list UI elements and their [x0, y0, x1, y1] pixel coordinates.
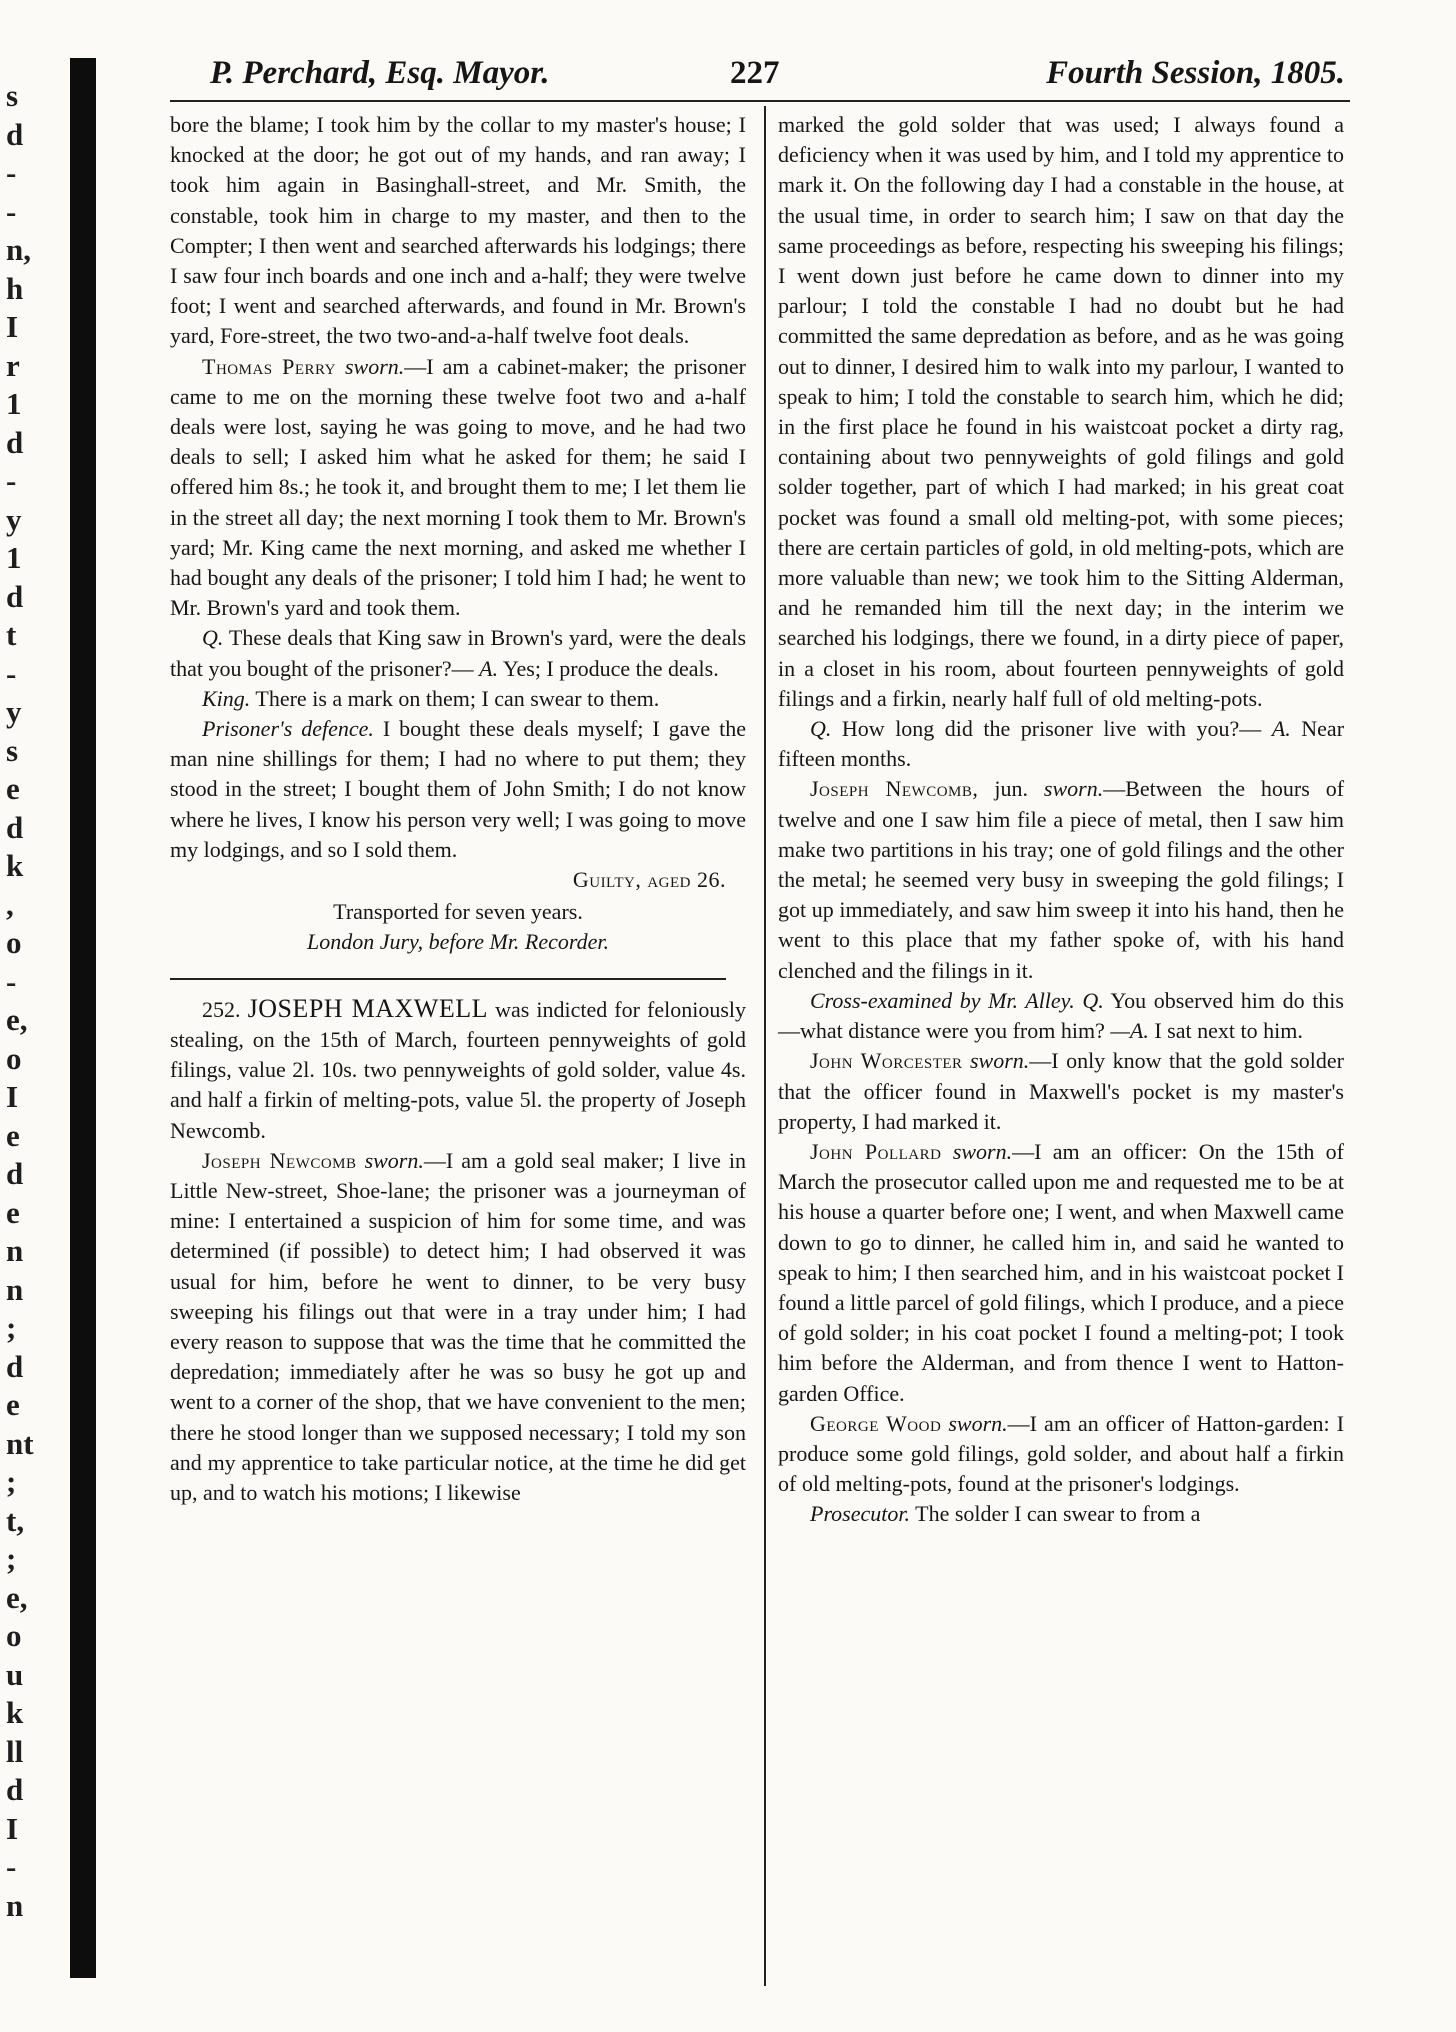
margin-letter: -: [6, 1849, 17, 1884]
margin-letter: -: [6, 963, 17, 999]
margin-letter: e: [6, 1194, 20, 1230]
left-column: [170, 110, 746, 1508]
answer-mark: A.: [479, 655, 499, 681]
answer-mark: —A.: [1110, 1018, 1149, 1044]
margin-letter: ;: [6, 1310, 17, 1345]
margin-letter: n,: [6, 232, 31, 267]
witness-name: John Worcester: [810, 1048, 963, 1074]
margin-letter: 1: [6, 540, 22, 575]
margin-letter: y: [6, 694, 22, 729]
verdict: Guilty, aged 26.: [572, 867, 726, 893]
defence-label: Prisoner's defence.: [202, 716, 374, 742]
answer-text: Near fifteen months.: [778, 716, 1345, 772]
margin-letter: e,: [6, 1579, 28, 1615]
question-text: These deals that King saw in Brown's yard, were the deals that you bought of the prisoner?—: [170, 625, 747, 681]
margin-letter: I: [6, 309, 19, 344]
sworn-label: sworn.: [952, 1138, 1013, 1164]
sworn-label: sworn.: [344, 353, 405, 379]
margin-letter: t,: [6, 1502, 25, 1538]
margin-letter: d: [6, 809, 24, 845]
margin-letter: y: [6, 501, 22, 537]
prisoner-defence: [170, 714, 746, 865]
margin-letter: -: [6, 655, 17, 691]
testimony-perry: [170, 352, 746, 624]
margin-letter: n: [6, 1271, 24, 1307]
margin-letter: s: [6, 78, 19, 113]
prosecutor-label: Prosecutor.: [810, 1501, 911, 1527]
margin-letter: d: [6, 1772, 24, 1807]
case-number: 252.: [202, 996, 241, 1022]
witness-name: John Pollard: [810, 1138, 942, 1164]
testimony-worcester: [778, 1046, 1344, 1137]
margin-letter: e: [6, 771, 20, 806]
defence-text: I bought these deals myself; I gave the man nine shillings for them; I had no where to put them; they stood in the street; I bought them of John Smith; I do not know where he lives, I know his person very well; I was going to move my lodgings, and so I sold them.: [170, 716, 747, 862]
witness-name: King.: [202, 685, 251, 711]
witness-name: George Wood: [810, 1410, 942, 1436]
question-mark: Q.: [810, 716, 832, 742]
question-answer: [778, 714, 1344, 774]
testimony-continuation: marked the gold solder that was used; I always found a deficiency when it was used by him, and I told my apprentice to mark it. On the following day I had a constable in the house, at the usual time, in order to search him; I saw on that day the same proceedings as before, respecting his sweeping his filings; I went down just before he came down to dinner into my parlour; I told the constable I had no doubt but he had committed the same depredation as before, and as he was going out to dinner, I desired him to walk into my parlour, I wanted to speak to him; I told the constable to search him, which he did; in the first place he found in his waistcoat pocket a dirty rag, containing about two pennyweights of gold filings and gold solder together, part of which I had marked; in his great coat pocket was found a small old melting-pot, with some pieces; there are certain particles of gold, in old melting-pots, which are more valuable than new; we took him to the Sitting Alderman, and he remanded him till the next day; in the interim we searched his lodgings, there we found, in a dirty piece of paper, in a closet in his room, about fourteen pennyweights of gold filings and a firkin, nearly half full of old melting-pots.: [778, 112, 1344, 711]
testimony-text: —Between the hours of twelve and one I saw him file a piece of metal, then I saw him make two partitions in his tray; one of gold filings and the other the metal; he seemed very busy in sweeping the gold filings; I got up immediately, and saw him sweep it into his hand, then he went to this place that my father spoke of, with his hand clenched and the filings in it.: [778, 776, 1345, 983]
witness-suffix: jun.: [994, 776, 1028, 802]
book-gutter-shadow: [70, 58, 96, 1978]
margin-letter: d: [6, 116, 24, 152]
adjacent-page-margin: [0, 80, 60, 1960]
testimony-text: —I am a gold seal maker; I live in Little New-street, Shoe-lane; the prisoner was a journeyman of mine: I entertained a suspicion of him for some time, and was determined (if possible) to detect him; I had observed it was usual for him, before he went to dinner, to be very busy sweeping his filings out that were in a tray under him; I had every reason to suppose that was the time that he committed the depredation; immediately after he was so busy he got up and went to a corner of the shop, that we have convenient to the men; there he stood longer than we supposed necessary; I told my son and my apprentice to take particular notice, at the time he did get up, and to watch his motions; I likewise: [170, 1147, 747, 1505]
margin-letter: n: [6, 1887, 24, 1923]
question-mark: Q.: [1082, 987, 1104, 1013]
margin-letter: d: [6, 1156, 24, 1191]
margin-letter: s: [6, 732, 19, 768]
sworn-label: sworn.: [364, 1147, 424, 1173]
testimony-text: There is a mark on them; I can swear to them.: [255, 685, 660, 711]
testimony-text: The solder I can swear to from a: [915, 1501, 1201, 1527]
margin-letter: t: [6, 617, 17, 652]
margin-letter: d: [6, 424, 24, 460]
column-divider: [764, 106, 766, 1986]
question-text: How long did the prisoner live with you?—: [841, 716, 1262, 742]
testimony-newcomb-jun: [778, 774, 1344, 985]
cross-label: Cross-examined by Mr. Alley.: [810, 987, 1075, 1013]
margin-letter: e: [6, 1387, 20, 1422]
testimony-wood: [778, 1409, 1344, 1500]
witness-name: Thomas Perry: [202, 353, 336, 379]
sworn-label: sworn.: [970, 1048, 1030, 1074]
margin-letter: 1: [6, 386, 22, 421]
witness-name: Joseph Newcomb: [202, 1147, 357, 1173]
margin-letter: ,: [6, 886, 14, 922]
case-heading: [170, 994, 746, 1146]
margin-letter: ll: [6, 1733, 24, 1769]
question-text: You observed him do this—what distance were you from him?: [778, 987, 1344, 1044]
page-edge-specks: [1406, 80, 1446, 1880]
margin-letter: ;: [6, 1541, 17, 1576]
cross-examination: [778, 986, 1344, 1046]
answer-text: I sat next to him.: [1154, 1018, 1303, 1044]
right-column: [778, 110, 1344, 1530]
header-mayor: P. Perchard, Esq. Mayor.: [210, 55, 550, 91]
page-number: 227: [730, 55, 780, 91]
testimony-text: —I am an officer of Hatton-garden: I produce some gold filings, gold solder, and about half a firkin of old melting-pots, found at the prisoner's lodgings.: [778, 1410, 1345, 1497]
margin-letter: -: [6, 155, 17, 190]
margin-letter: o: [6, 925, 22, 960]
indictment-text: was indicted for feloniously stealing, on the 15th of March, fourteen pennyweights of gold filings, value 2l. 10s. two pennyweights of gold solder, value 4s. and half a firkin of melting-pots, value 5l. the property of Joseph Newcomb.: [170, 996, 746, 1143]
testimony-continuation: bore the blame; I took him by the collar to my master's house; I knocked at the door; he got out of my hands, and ran away; I took him again in Basinghall-street, and Mr. Smith, the constable, took him in charge to my master, and then to the Compter; I then went and searched afterwards his lodgings; there I saw four inch boards and one inch and a-half; they were twelve foot; I went and searched afterwards, and found in Mr. Brown's yard, Fore-street, the two two-and-a-half twelve foot deals.: [170, 112, 746, 349]
court-line: London Jury, before Mr. Recorder.: [306, 929, 610, 955]
margin-letter: o: [6, 1618, 22, 1653]
testimony-newcomb: [170, 1146, 746, 1508]
testimony-pollard: [778, 1137, 1344, 1409]
margin-letter: e: [6, 1117, 20, 1153]
answer-mark: A.: [1271, 716, 1291, 742]
margin-letter: e,: [6, 1002, 28, 1037]
sworn-label: sworn.: [1043, 776, 1104, 802]
margin-letter: u: [6, 1656, 24, 1692]
margin-letter: k: [6, 1695, 24, 1730]
testimony-text: —I am an officer: On the 15th of March the prosecutor called upon me and requested me to be at his house a quarter before one; I went, and when Maxwell came down to go to dinner, he called him in, and said he wanted to speak to him; I then searched him, and in his waistcoat pocket I found a little parcel of gold filings, which I produce, and a piece of gold solder; in his coat pocket I found a melting-pot; I took him before the Alderman, and from thence I went to Hatton-garden Office.: [778, 1138, 1344, 1406]
sentence: Transported for seven years.: [333, 899, 583, 925]
question-answer: [170, 623, 746, 683]
question-mark: Q.: [202, 625, 224, 651]
defendant-name: JOSEPH MAXWELL: [247, 993, 488, 1023]
answer-text: Yes; I produce the deals.: [502, 655, 719, 681]
margin-letter: -: [6, 193, 17, 229]
sworn-label: sworn.: [948, 1410, 1008, 1436]
testimony-king: [170, 684, 746, 714]
margin-letter: -: [6, 463, 17, 498]
margin-letter: o: [6, 1040, 22, 1076]
margin-letter: d: [6, 578, 24, 614]
header-rule: [170, 100, 1350, 102]
testimony-text: —I only know that the gold solder that the officer found in Maxwell's pocket is my master's property, I had marked it.: [778, 1048, 1345, 1134]
margin-letter: d: [6, 1348, 24, 1384]
case-divider: [170, 978, 726, 980]
testimony-text: —I am a cabinet-maker; the prisoner came to me on the morning these twelve foot two and a-half deals were lost, saying he was going to move, and he had two deals to sell; I asked him what he asked for them; he said I offered him 8s.; he took it, and brought them to me; I let them lie in the street all day; the next morning I took them to Mr. Brown's yard; Mr. King came the next morning, and asked me whether I had bought any deals of the prisoner; I told him I had; he went to Mr. Brown's yard and took them.: [170, 353, 746, 621]
margin-letter: r: [6, 347, 20, 383]
margin-letter: k: [6, 848, 24, 883]
running-header: [210, 55, 1345, 101]
testimony-prosecutor: [778, 1499, 1344, 1529]
margin-letter: n: [6, 1233, 24, 1268]
margin-letter: ;: [6, 1464, 17, 1499]
header-session: Fourth Session, 1805.: [1046, 55, 1345, 91]
margin-letter: nt: [6, 1425, 34, 1461]
margin-letter: I: [6, 1810, 19, 1846]
margin-letter: I: [6, 1079, 19, 1114]
witness-name: Joseph Newcomb,: [810, 776, 979, 802]
margin-letter: h: [6, 270, 24, 306]
